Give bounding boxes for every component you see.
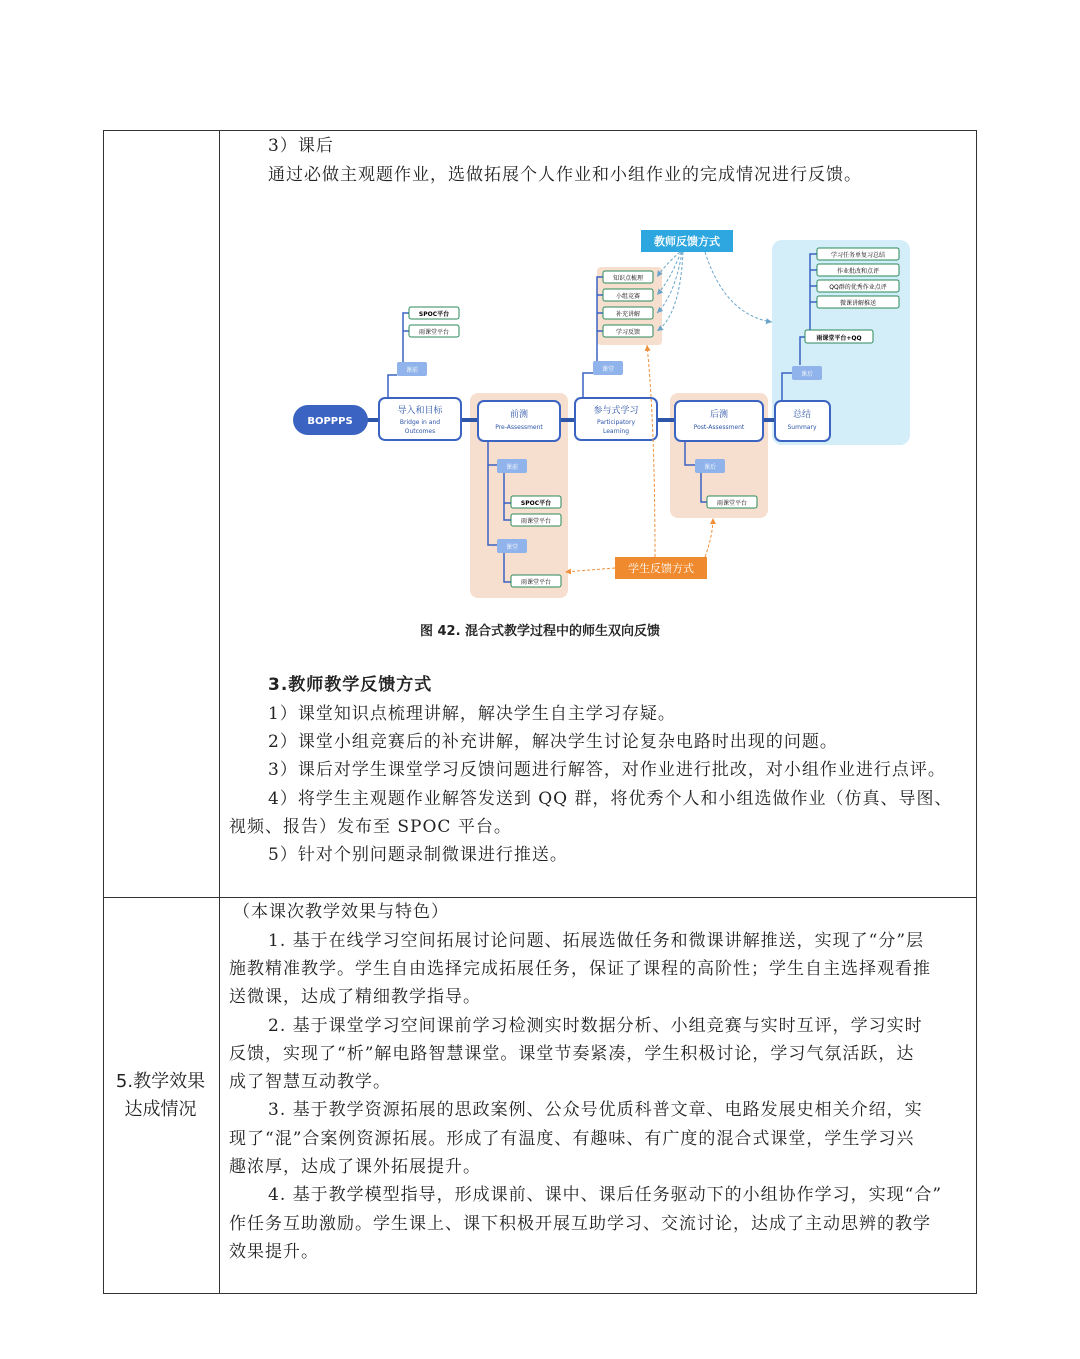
row5-label-line: 5.教学效果: [115, 1071, 206, 1092]
row5-intro: （本课次教学效果与特色）: [233, 902, 449, 922]
section3-item: 3）课后对学生课堂学习反馈问题进行解答，对作业进行批改，对小组作业进行点评。: [268, 760, 946, 780]
svg-text:Pre-Assessment: Pre-Assessment: [495, 424, 543, 431]
participatory-tag: 课堂: [601, 366, 615, 373]
pre-tag: 课堂: [505, 544, 519, 551]
svg-text:参与式学习: 参与式学习: [593, 406, 639, 416]
section3-item: 2）课堂小组竞赛后的补充讲解，解决学生讨论复杂电路时出现的问题。: [268, 732, 838, 752]
row5-line: 施教精准教学。学生自由选择完成拓展任务，保证了课程的高阶性；学生自主选择观看推: [229, 959, 931, 979]
svg-text:Bridge in and: Bridge in and: [399, 419, 441, 426]
stage-bridge: [379, 398, 461, 440]
row5-line: 作任务互助激励。学生课上、课下积极开展互助学习、交流讨论，达成了主动思辨的教学: [229, 1214, 931, 1234]
svg-text:Learning: Learning: [602, 428, 630, 435]
bopps-feedback-diagram: [285, 225, 915, 605]
after-class-text: 通过必做主观题作业，选做拓展个人作业和小组作业的完成情况进行反馈。: [268, 165, 862, 185]
row5-line: 4. 基于教学模型指导，形成课前、课中、课后任务驱动下的小组协作学习，实现“合”: [268, 1185, 943, 1205]
svg-text:后测: 后测: [709, 410, 729, 420]
summary-platform: 雨课堂平台+QQ: [816, 335, 862, 342]
row5-line: 趣浓厚，达成了课外拓展提升。: [229, 1157, 481, 1177]
row5-line: 1. 基于在线学习空间拓展讨论问题、拓展选做任务和微课讲解推送，实现了“分”层: [268, 931, 925, 951]
pre-item: SPOC平台: [520, 500, 552, 507]
bridge-branch: [388, 313, 409, 398]
row5-label-line: 达成情况: [124, 1099, 197, 1120]
svg-text:导入和目标: 导入和目标: [397, 406, 443, 416]
participatory-item: 学习反馈: [615, 329, 641, 336]
svg-text:Post-Assessment: Post-Assessment: [693, 424, 745, 431]
row5-line: 现了“混”合案例资源拓展。形成了有温度、有趣味、有广度的混合式课堂，学生学习兴: [229, 1129, 915, 1149]
bridge-item: SPOC平台: [418, 311, 450, 318]
stage-pre-assessment: [478, 401, 560, 441]
bopps-label: BOPPPS: [307, 416, 353, 427]
participatory-item: 补充讲解: [615, 311, 641, 318]
row5-line: 3. 基于教学资源拓展的思政案例、公众号优质科普文章、电路发展史相关介绍，实: [268, 1100, 923, 1120]
row5-line: 2. 基于课堂学习空间课前学习检测实时数据分析、小组竞赛与实时互评，学习实时: [268, 1016, 923, 1036]
pre-item: 雨课堂平台: [520, 579, 552, 586]
column-divider: [219, 131, 220, 1293]
svg-text:总结: 总结: [792, 410, 812, 420]
after-class-title: 3）课后: [268, 136, 334, 156]
participatory-item: 知识点梳理: [612, 275, 644, 282]
section3-heading: 3.教师教学反馈方式: [268, 675, 433, 695]
row5-line: 成了智慧互动教学。: [229, 1072, 391, 1092]
summary-item: QQ群的优秀作业点评: [829, 284, 887, 291]
section3-item: 5）针对个别问题录制微课进行推送。: [268, 845, 568, 865]
row5-line: 反馈，实现了“析”解电路智慧课堂。课堂节奏紧凑，学生积极讨论，学习气氛活跃，达: [229, 1044, 915, 1064]
stage-post-assessment: [675, 401, 763, 441]
summary-item: 作业批改和点评: [836, 268, 880, 275]
pre-item: 雨课堂平台: [520, 518, 552, 525]
summary-item: 学习任务单复习总结: [830, 252, 886, 259]
bridge-item: 雨课堂平台: [418, 329, 450, 336]
post-tag: 课后: [703, 464, 717, 471]
row5-line: 送微课，达成了精细教学指导。: [229, 987, 481, 1007]
summary-item: 微课讲解推送: [839, 300, 877, 307]
teacher-feedback-label: 教师反馈方式: [654, 235, 720, 248]
row5-line: 效果提升。: [229, 1242, 319, 1262]
stage-participatory: [575, 398, 657, 440]
row5-label: [103, 1068, 218, 1124]
summary-tag: 课后: [800, 371, 814, 378]
section3-item: 4）将学生主观题作业解答发送到 QQ 群，将优秀个人和小组选做作业（仿真、导图、: [268, 789, 953, 809]
svg-text:前测: 前测: [509, 410, 529, 420]
svg-text:Participatory: Participatory: [596, 419, 636, 426]
svg-text:Outcomes: Outcomes: [404, 428, 436, 435]
svg-text:Summary: Summary: [787, 424, 817, 431]
figure-caption: 图 42. 混合式教学过程中的师生双向反馈: [419, 624, 661, 639]
participatory-item: 小组竞赛: [615, 293, 641, 300]
student-feedback-label: 学生反馈方式: [628, 562, 694, 575]
stage-summary: [775, 401, 830, 441]
section3-item: 1）课堂知识点梳理讲解，解决学生自主学习存疑。: [268, 704, 676, 724]
pre-tag: 课前: [505, 464, 519, 471]
post-item: 雨课堂平台: [716, 500, 748, 507]
bridge-tag: 课前: [405, 367, 419, 374]
section3-item: 视频、报告）发布至 SPOC 平台。: [229, 817, 512, 837]
